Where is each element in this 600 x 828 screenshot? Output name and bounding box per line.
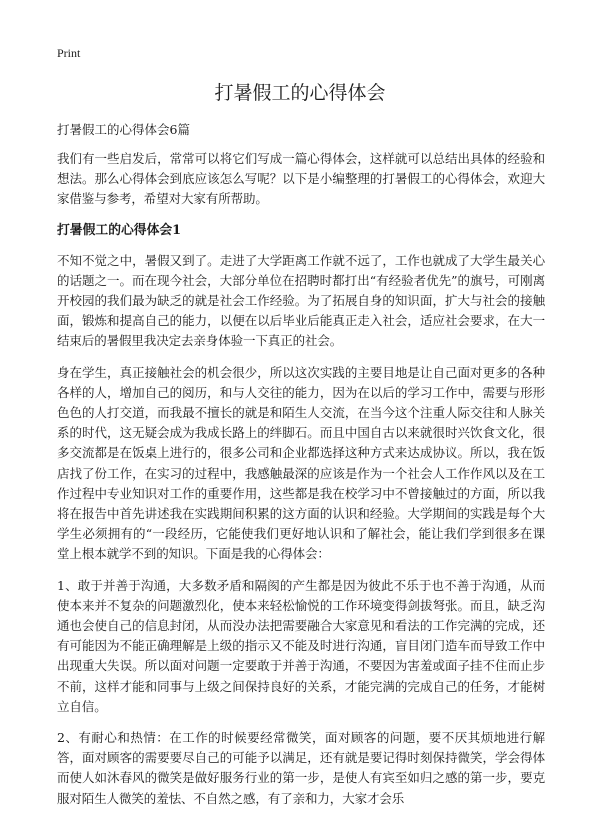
article-subtitle: 打暑假工的心得体会6篇 (57, 122, 190, 137)
intro-paragraph: 我们有一些启发后，常常可以将它们写成一篇心得体会，这样就可以总结出具体的经验和想法。那么心得体会到底应该怎么写呢？以下是小编整理的打暑假工的心得体会，欢迎大家借鉴与参考，希望对大家有所帮助。 (57, 151, 545, 207)
body-paragraph: 不知不觉之中，暑假又到了。走进了大学距离工作就不远了，工作也就成了大学生最关心的话题之一。而在现今社会，大部分单位在招聘时都打出“有经验者优先”的旗号，可刚离开校园的我们最为缺乏的就是社会工作经验。为了拓展自身的知识面，扩大与社会的接触面，锻炼和提高自己的能力，以便在以后毕业后能真正走入社会，适应社会要求，在大一结束后的暑假里我决定去亲身体验一下真正的社会。 (57, 252, 545, 349)
page-title: 打暑假工的心得体会 (214, 82, 386, 104)
body-paragraph: 2、有耐心和热情：在工作的时候要经常微笑，面对顾客的问题，要不厌其烦地进行解答，面对顾客的需要要尽自己的可能予以满足，还有就是要记得时刻保持微笑，学会得体而使人如沐春风的微笑是做好服务行业的第一步，是使人有宾至如归之感的第一步，要克服对陌生人微笑的羞怯、不自然之感，有了亲和力，大家才会乐 (57, 730, 545, 806)
section-heading: 打暑假工的心得体会1 (57, 222, 182, 238)
body-paragraph: 1、敢于并善于沟通，大多数矛盾和隔阂的产生都是因为彼此不乐于也不善于沟通，从而使本来并不复杂的问题激烈化，使本来轻松愉悦的工作环境变得剑拔弩张。而且，缺乏沟通也会使自己的信息封闭，从而没办法把需要融合大家意见和看法的工作完满的完成，还有可能因为不能正确理解是上级的指示又不能及时进行沟通，盲目闭门造车而导致工作中出现重大失误。所以面对问题一定要敢于并善于沟通，不要因为害羞或面子挂不住而止步不前，这样才能和同事与上级之间保持良好的关系，才能完满的完成自己的任务，才能树立自信。 (57, 577, 545, 714)
article-body (57, 120, 545, 820)
body-paragraph: 身在学生，真正接触社会的机会很少，所以这次实践的主要目地是让自己面对更多的各种各样的人，增加自己的阅历，和与人交往的能力，因为在以后的学习工作中，需要与形形色色的人打交道，而我最不擅长的就是和陌生人交流，在当今这个注重人际交往和人脉关系的时代，这无疑会成为我成长路上的绊脚石。而且中国自古以来就很时兴饮食文化，很多交流都是在饭桌上进行的，很多公司和企业都选择这种方式来达成协议。所以，我在饭店找了份工作，在实习的过程中，我感触最深的应该是作为一个社会人工作作风以及在工作过程中专业知识对工作的重要作用，这些都是我在校学习中不曾接触过的方面，所以我将在报告中首先讲述我在实践期间积累的这方面的认识和经验。大学期间的实践是每个大学生必须拥有的“一段经历，它能使我们更好地认识和了解社会，能让我们学到很多在课堂上根本就学不到的知识。下面是我的心得体会： (57, 364, 545, 562)
print-link[interactable]: Print (57, 46, 81, 60)
